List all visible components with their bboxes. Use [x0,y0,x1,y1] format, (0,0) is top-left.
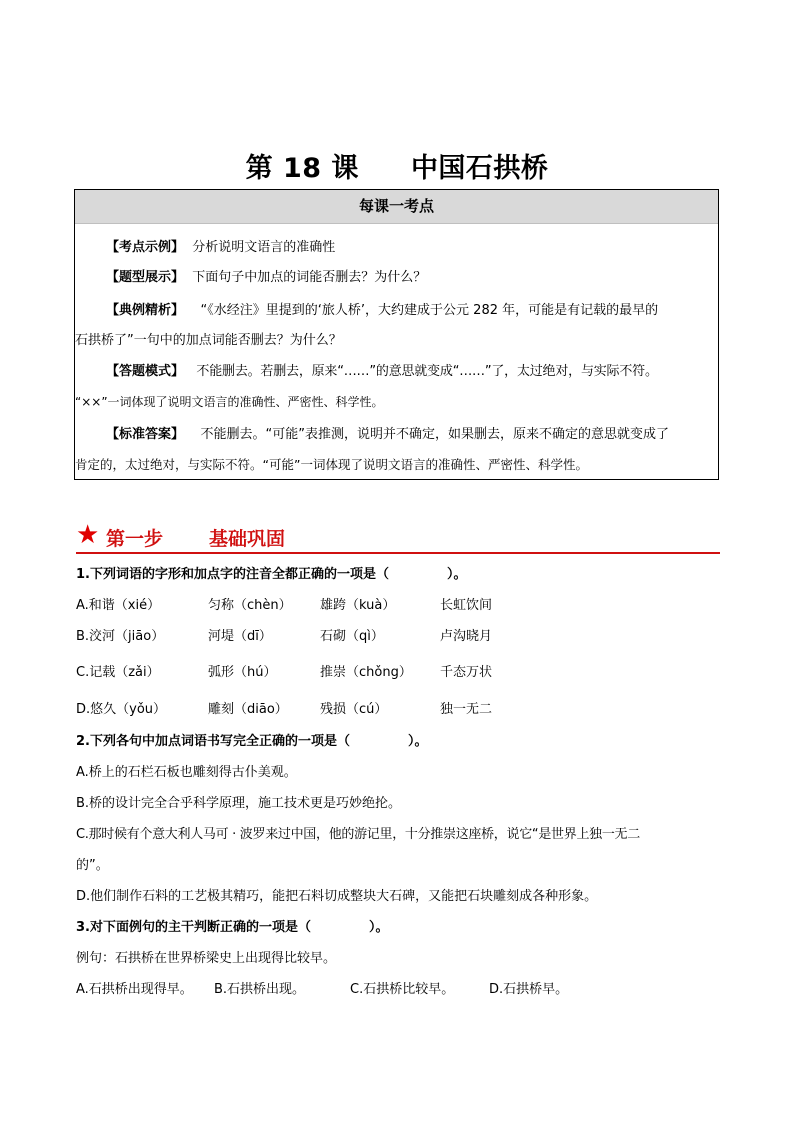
q1-a-3: 雄跨（kuà） [320,598,396,613]
tixing-text: 下面句子中加点的词能否删去？为什么？ [192,270,427,285]
q2-option-a: A.桥上的石栏石板也雕刻得古仆美观。 [76,765,297,780]
key-point-header: 每课一考点 [75,190,718,224]
q2-option-b: B.桥的设计完全合乎科学原理，施工技术更是巧妙绝抡。 [76,796,402,811]
q1-c-3: 推崇（chǒng） [320,665,412,680]
key-point-box [74,189,719,480]
question-2-paren-end: ）。 [407,734,428,749]
q1-b-4: 卢沟晓月 [440,629,493,644]
star-icon: ★ [76,520,100,550]
q1-d-1: D.悠久（yǒu） [76,702,167,717]
moshi-label: 【答题模式】 [106,364,185,379]
q1-b-3: 石砌（qì） [320,629,384,644]
question-3-text: 3.对下面例句的主干判断正确的一项是（ [76,920,311,935]
q1-d-3: 残损（cú） [320,702,388,717]
q1-c-1: C.记载（zǎi） [76,665,160,680]
lesson-number: 第 18 课 [245,153,359,184]
q1-b-1: B.洨河（jiāo） [76,629,165,644]
answer-label: 【标准答案】 [106,427,185,442]
q3-option-b: B.石拱桥出现。 [214,982,306,997]
dianli-row [75,296,720,356]
answer-row [75,420,720,480]
answer-text-1: 不能删去。“可能”表推测，说明并不确定，如果删去，原来不确定的意思就变成了 [200,427,670,442]
section-step: 第一步 [106,528,164,550]
q1-d-2: 雕刻（diāo） [208,702,288,717]
tixing-label: 【题型展示】 [106,270,185,285]
q2-option-c-line-1: C.那时候有个意大利人马可 · 波罗来过中国，他的游记里，十分推崇这座桥，说它“是世界上独一无二 [76,827,640,842]
kaodian-text: 分析说明文语言的准确性 [192,240,336,255]
q3-example: 例句：石拱桥在世界桥梁史上出现得比较早。 [76,951,337,966]
q1-a-2: 匀称（chèn） [208,598,292,613]
q2-option-c-line-2: 的”。 [76,858,109,873]
moshi-text-2: “××”一词体现了说明文语言的准确性、严密性、科学性。 [75,395,384,409]
question-2-stem [76,730,428,749]
q1-c-4: 千态万状 [440,665,493,680]
kaodian-row [75,233,720,263]
dianli-text-2: 石拱桥了”一句中的加点词能否删去？为什么？ [75,333,342,348]
section-heading [76,520,720,554]
q1-a-4: 长虹饮间 [440,598,493,613]
tixing-row [75,263,720,293]
q1-a-1: A.和谐（xié） [76,598,161,613]
question-1-text: 1.下列词语的字形和加点字的注音全都正确的一项是（ [76,567,389,582]
section-name: 基础巩固 [209,528,286,550]
question-3-paren-end: ）。 [368,920,389,935]
moshi-row [75,357,720,417]
dianli-text-1: “《水经注》里提到的‘旅人桥’，大约建成于公元 282 年，可能是有记载的最早的 [200,303,659,318]
q3-option-c: C.石拱桥比较早。 [350,982,455,997]
moshi-text-1: 不能删去。若删去，原来“……”的意思就变成“……”了，太过绝对，与实际不符。 [196,364,658,379]
answer-text-2: 肯定的，太过绝对，与实际不符。“可能”一词体现了说明文语言的准确性、严密性、科学性。 [75,457,588,472]
q1-d-4: 独一无二 [440,702,493,717]
q2-option-d: D.他们制作石料的工艺极其精巧，能把石料切成整块大石碑，又能把石块雕刻成各种形象。 [76,889,598,904]
question-2-text: 2.下列各句中加点词语书写完全正确的一项是（ [76,734,350,749]
question-3-stem [76,916,389,935]
q1-b-2: 河堤（dī） [208,629,272,644]
page-title [0,146,794,185]
kaodian-label: 【考点示例】 [106,240,185,255]
q1-c-2: 弧形（hú） [208,665,277,680]
lesson-name: 中国石拱桥 [410,153,549,184]
dianli-label: 【典例精析】 [106,303,185,318]
question-1-paren-end: ）。 [446,567,467,582]
question-1-stem [76,563,467,582]
q3-option-a: A.石拱桥出现得早。 [76,982,193,997]
q3-option-d: D.石拱桥早。 [489,982,569,997]
